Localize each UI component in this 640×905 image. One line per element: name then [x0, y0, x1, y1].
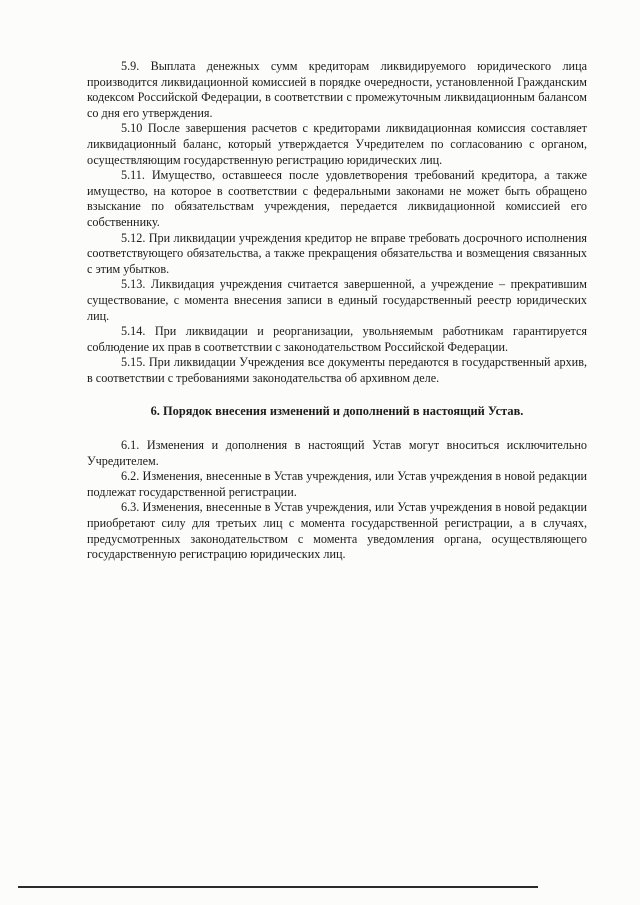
- footer-rule: [18, 886, 538, 888]
- paragraph-5-15: 5.15. При ликвидации Учреждения все документы передаются в государственный архив, в соответствии с требованиями законодательства об архивном деле.: [87, 355, 587, 385]
- section-6-heading: 6. Порядок внесения изменений и дополнений в настоящий Устав.: [150, 404, 524, 419]
- paragraph-5-9: 5.9. Выплата денежных сумм кредиторам ликвидируемого юридического лица производится ликвидационной комиссией в порядке очередности, установленной Гражданским кодексом Российской Федерации, в соответствии с промежуточным ликвидационным балансом со дня его утверждения.: [87, 59, 587, 120]
- paragraph-6-1: 6.1. Изменения и дополнения в настоящий Устав могут вноситься исключительно Учредителем.: [87, 438, 587, 468]
- paragraph-5-11: 5.11. Имущество, оставшееся после удовлетворения требований кредитора, а также имущество, на которое в соответствии с федеральными законами не может быть обращено взыскание по обязательствам учреждения, передается ликвидационной комиссией его собственнику.: [87, 168, 587, 229]
- document-body: [87, 59, 587, 563]
- paragraph-5-10: 5.10 После завершения расчетов с кредиторами ликвидационная комиссия составляет ликвидационный баланс, который утверждается Учредителем по согласованию с органом, осуществляющим государственную регистрацию юридических лиц.: [87, 121, 587, 167]
- paragraph-5-12: 5.12. При ликвидации учреждения кредитор не вправе требовать досрочного исполнения соответствующего обязательства, а также прекращения обязательства и возмещения связанных с этим убытков.: [87, 230, 587, 276]
- paragraph-6-3: 6.3. Изменения, внесенные в Устав учреждения, или Устав учреждения в новой редакции приобретают силу для третьих лиц с момента государственной регистрации, а в случаях, предусмотренных законодательством с момента уведомления органа, осуществляющего государственную регистрацию юридических лиц.: [87, 500, 587, 562]
- paragraph-5-14: 5.14. При ликвидации и реорганизации, увольняемым работникам гарантируется соблюдение их прав в соответствии с законодательством Российской Федерации.: [87, 324, 587, 354]
- paragraph-6-2: 6.2. Изменения, внесенные в Устав учреждения, или Устав учреждения в новой редакции подлежат государственной регистрации.: [87, 469, 587, 499]
- paragraph-5-13: 5.13. Ликвидация учреждения считается завершенной, а учреждение – прекратившим существование, с момента внесения записи в единый государственный реестр юридических лиц.: [87, 277, 587, 323]
